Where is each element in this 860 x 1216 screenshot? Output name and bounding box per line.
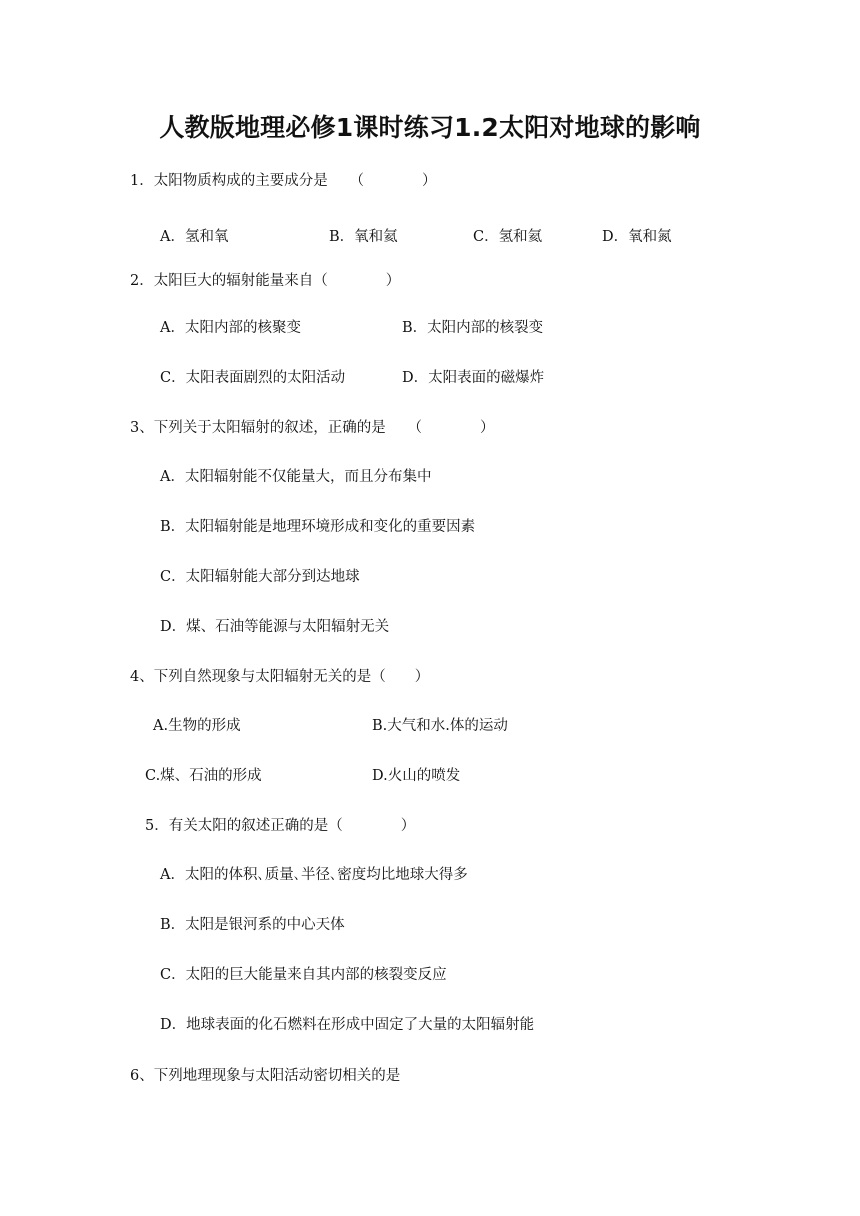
question-5-stem: 5．有关太阳的叙述正确的是（ ） [145,818,416,834]
question-1-option-c: C．氢和氦 [473,229,543,245]
question-2-option-b: B．太阳内部的核裂变 [402,320,544,336]
question-4-option-c: C.煤、石油的形成 [145,768,262,784]
question-1-stem: 1．太阳物质构成的主要成分是 （ ） [130,173,437,189]
question-3-stem: 3、下列关于太阳辐射的叙述，正确的是 （ ） [130,420,495,436]
question-5-option-d: D．地球表面的化石燃料在形成中固定了大量的太阳辐射能 [160,1017,535,1033]
question-5-option-b: B．太阳是银河系的中心天体 [160,917,345,933]
question-4-stem: 4、下列自然现象与太阳辐射无关的是（ ） [130,669,430,685]
question-2-option-a: A．太阳内部的核聚变 [160,320,301,336]
question-3-option-d: D．煤、石油等能源与太阳辐射无关 [160,619,390,635]
document-title: 人教版地理必修1课时练习1.2太阳对地球的影响 [159,113,701,142]
question-1-option-a: A．氢和氧 [160,229,229,245]
question-5-option-a: A．太阳的体积､质量､半径､密度均比地球大得多 [160,867,468,883]
question-3-option-b: B．太阳辐射能是地理环境形成和变化的重要因素 [160,519,476,535]
question-1-option-b: B．氧和氦 [329,229,398,245]
question-4-option-b: B.大气和水.体的运动 [372,718,508,734]
question-2-stem: 2．太阳巨大的辐射能量来自（ ） [130,273,401,289]
question-1-option-d: D．氧和氮 [602,229,672,245]
question-4-option-d: D.火山的喷发 [372,768,461,784]
question-3-option-c: C．太阳辐射能大部分到达地球 [160,569,360,585]
question-5-option-c: C．太阳的巨大能量来自其内部的核裂变反应 [160,967,447,983]
question-3-option-a: A．太阳辐射能不仅能量大，而且分布集中 [160,469,432,485]
question-2-option-d: D．太阳表面的磁爆炸 [402,370,545,386]
question-2-option-c: C．太阳表面剧烈的太阳活动 [160,370,346,386]
question-4-option-a: A.生物的形成 [153,718,241,734]
question-6-stem: 6、下列地理现象与太阳活动密切相关的是 [130,1068,401,1084]
